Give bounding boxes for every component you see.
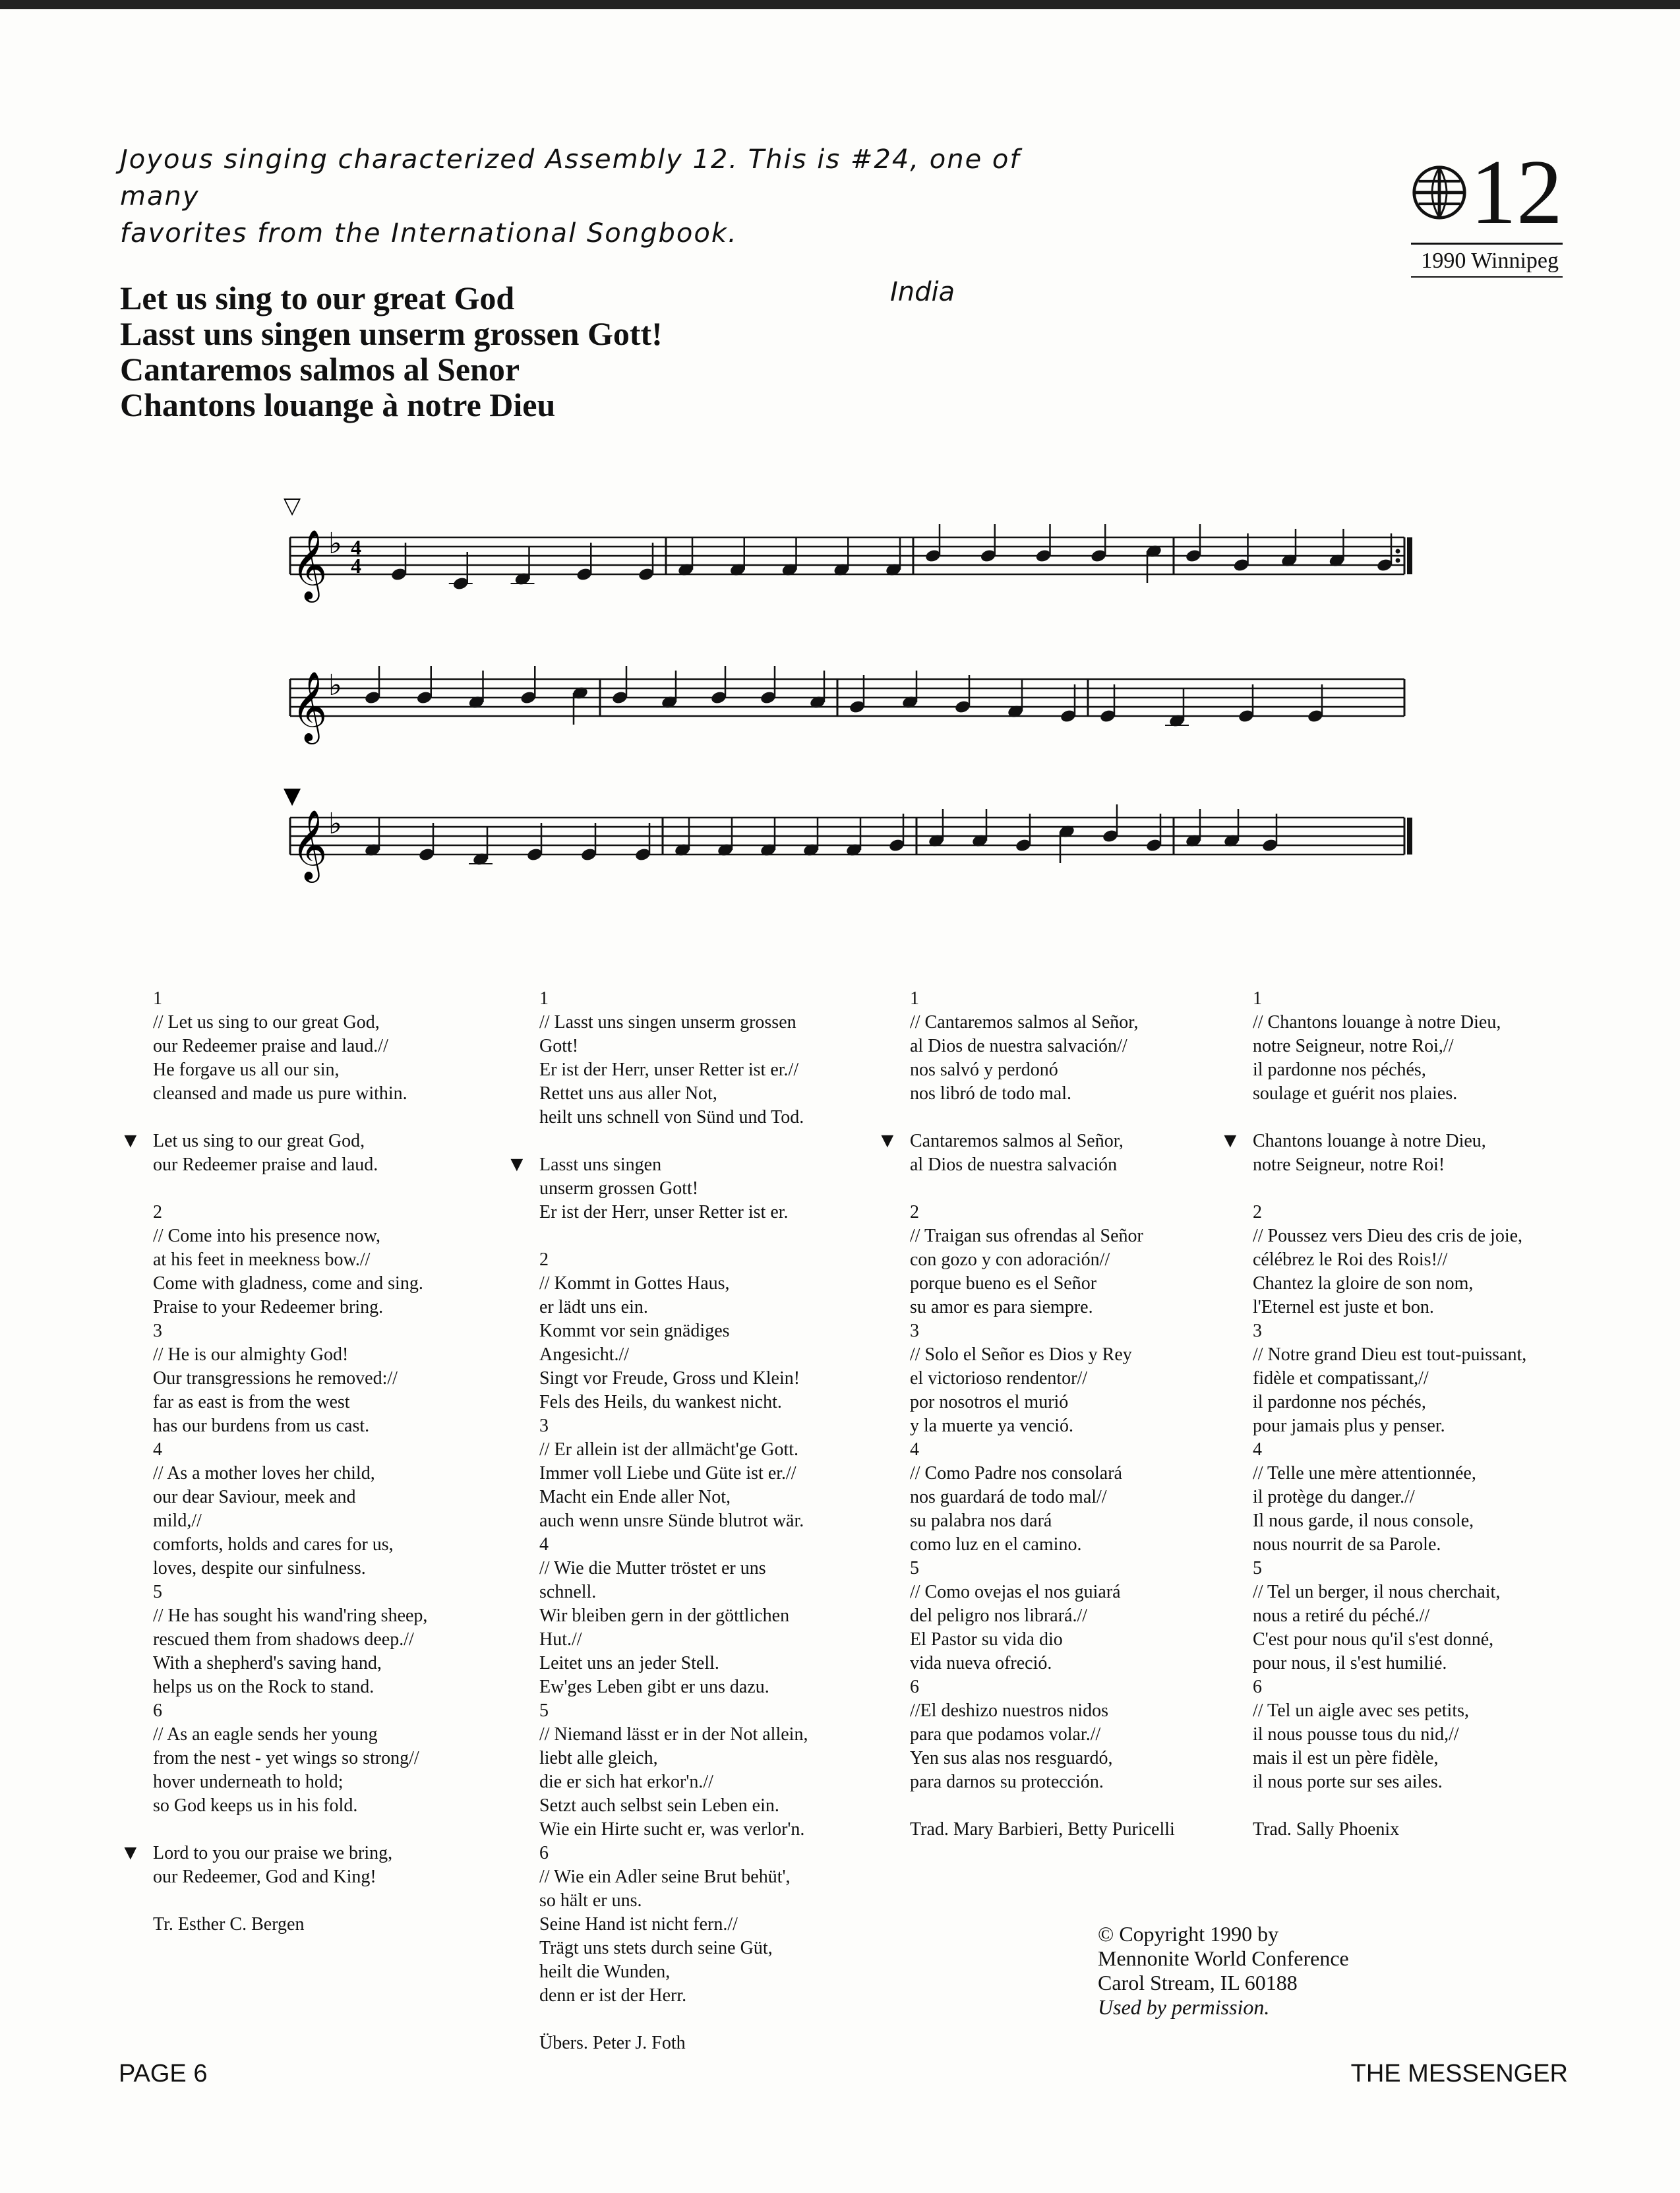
refrain-marker-icon: ▼ [120, 1840, 141, 1864]
verse-line: 1 [539, 988, 549, 1009]
verses-spanish [877, 987, 1175, 1865]
verse-line: our dear Saviour, meek and [153, 1487, 356, 1507]
refrain-block [120, 1840, 427, 1889]
verse-line: 2 [153, 1202, 162, 1222]
verse-line: il pardonne nos péchés, [1253, 1392, 1426, 1412]
verse-line: 6 [539, 1843, 549, 1863]
verse-block [1253, 987, 1526, 1106]
intro-line-1: Joyous singing characterized Assembly 12. This is #24, one of many [120, 144, 1021, 212]
verse-block [1253, 1818, 1526, 1842]
verse-line: Gott! [539, 1036, 579, 1056]
verse-line: 5 [539, 1700, 549, 1721]
treble-clef-icon: 𝄞 [291, 809, 328, 880]
verse-line: nos guardará de todo mal// [910, 1487, 1107, 1507]
verse-line: 4 [910, 1439, 919, 1460]
verse-line: Kommt vor sein gnädiges [539, 1321, 730, 1341]
verse-line: Our transgressions he removed:// [153, 1368, 398, 1389]
verse-line: 4 [1253, 1439, 1262, 1460]
assembly-number: 12 [1470, 141, 1563, 243]
verse-line: pour jamais plus y penser. [1253, 1416, 1445, 1436]
verse-line: 5 [1253, 1558, 1262, 1578]
verse-line: 2 [910, 1202, 919, 1222]
verse-line: loves, despite our sinfulness. [153, 1558, 366, 1578]
verse-line: die er sich hat erkor'n.// [539, 1772, 713, 1792]
title-german: Lasst uns singen unserm grossen Gott! [120, 315, 663, 352]
verse-line: Praise to your Redeemer bring. [153, 1297, 384, 1317]
song-origin: India [890, 277, 955, 307]
song-titles [120, 280, 663, 423]
verses-german [506, 987, 808, 2079]
verse-line: Er ist der Herr, unser Retter ist er. [539, 1202, 789, 1222]
logo-rule-bottom [1411, 276, 1563, 278]
verse-line: // Notre grand Dieu est tout-puissant, [1253, 1344, 1527, 1365]
verse-line: rescued them from shadows deep.// [153, 1629, 414, 1650]
globe-cross-icon [1411, 163, 1468, 222]
verse-line: so hält er uns. [539, 1890, 642, 1911]
verse-line: 3 [910, 1321, 919, 1341]
verse-line: 2 [539, 1249, 549, 1270]
copyright-line-4: Used by permission. [1098, 1995, 1270, 2019]
verse-line: cleansed and made us pure within. [153, 1083, 407, 1104]
verse-line: far as east is from the west [153, 1392, 350, 1412]
verse-block [153, 987, 427, 1106]
verse-line: Macht ein Ende aller Not, [539, 1487, 731, 1507]
verse-line: er lädt uns ein. [539, 1297, 648, 1317]
verse-line: helps us on the Rock to stand. [153, 1677, 375, 1697]
verse-line: // As an eagle sends her young [153, 1724, 378, 1745]
verse-block [910, 1201, 1175, 1794]
verse-line: Trägt uns stets durch seine Güt, [539, 1938, 773, 1958]
verse-line: Come with gladness, come and sing. [153, 1273, 423, 1294]
verse-line: schnell. [539, 1582, 597, 1602]
verse-line: // Wie ein Adler seine Brut behüt', [539, 1867, 791, 1887]
verse-line: // Let us sing to our great God, [153, 1012, 380, 1033]
verse-line: Lasst uns singen [539, 1155, 662, 1175]
verse-block [539, 987, 808, 1129]
verse-line: nos salvó y perdonó [910, 1060, 1058, 1080]
verse-block [539, 2031, 808, 2055]
verse-line: soulage et guérit nos plaies. [1253, 1083, 1458, 1104]
verse-line: Er ist der Herr, unser Retter ist er.// [539, 1060, 799, 1080]
verses-english [120, 987, 428, 1960]
verse-line: y la muerte ya venció. [910, 1416, 1074, 1436]
refrain-block [120, 1128, 427, 1177]
verses-french [1220, 987, 1527, 1865]
refrain-block [1220, 1128, 1526, 1177]
verse-line: Angesicht.// [539, 1344, 630, 1365]
verse-line: Trad. Mary Barbieri, Betty Puricelli [910, 1819, 1175, 1840]
verse-block [910, 1818, 1175, 1842]
verse-line: denn er ist der Herr. [539, 1985, 687, 2006]
verse-line: // Er allein ist der allmächt'ge Gott. [539, 1439, 799, 1460]
verse-line: por nosotros el murió [910, 1392, 1069, 1412]
verse-line: porque bueno es el Señor [910, 1273, 1097, 1294]
verse-line: // Poussez vers Dieu des cris de joie, [1253, 1226, 1523, 1246]
logo-caption: 1990 Winnipeg [1421, 249, 1559, 273]
verse-line: nous a retiré du péché.// [1253, 1606, 1430, 1626]
verse-line: // Tel un berger, il nous cherchait, [1253, 1582, 1501, 1602]
verse-line: // Como ovejas el nos guiará [910, 1582, 1121, 1602]
refrain-marker-icon: ▼ [1220, 1128, 1241, 1152]
verse-line: // Wie die Mutter tröstet er uns [539, 1558, 766, 1578]
key-flat-icon: ♭ [328, 527, 342, 560]
verse-line: Yen sus alas nos resguardó, [910, 1748, 1113, 1768]
verse-line: nos libró de todo mal. [910, 1083, 1071, 1104]
verse-line: Ew'ges Leben gibt er uns dazu. [539, 1677, 769, 1697]
verse-line: liebt alle gleich, [539, 1748, 658, 1768]
refrain-block [877, 1128, 1175, 1177]
verse-line: hover underneath to hold; [153, 1772, 344, 1792]
refrain-marker-icon: ▼ [284, 783, 301, 809]
verse-line: Setzt auch selbst sein Leben ein. [539, 1795, 779, 1816]
verse-line: // Come into his presence now, [153, 1226, 381, 1246]
verse-line: 6 [910, 1677, 919, 1697]
verse-line: como luz en el camino. [910, 1534, 1082, 1555]
verse-block [1253, 1201, 1526, 1794]
verse-line: // Kommt in Gottes Haus, [539, 1273, 730, 1294]
sheet-music [0, 488, 1680, 916]
intro-line-2: favorites from the International Songbook. [120, 218, 738, 249]
verse-line: El Pastor su vida dio [910, 1629, 1063, 1650]
verse-block [539, 1248, 808, 2008]
key-flat-icon: ♭ [328, 807, 342, 841]
verse-line: pour nous, il s'est humilié. [1253, 1653, 1447, 1673]
verse-line: notre Seigneur, notre Roi! [1253, 1155, 1445, 1175]
verse-line: our Redeemer praise and laud. [153, 1155, 378, 1175]
verse-line: Fels des Heils, du wankest nicht. [539, 1392, 782, 1412]
verse-line: // Traigan sus ofrendas al Señor [910, 1226, 1143, 1246]
verse-line: // He has sought his wand'ring sheep, [153, 1606, 428, 1626]
verse-line: Trad. Sally Phoenix [1253, 1819, 1400, 1840]
verse-line: 1 [1253, 988, 1262, 1009]
verse-line: // Cantaremos salmos al Señor, [910, 1012, 1139, 1033]
verse-line: Immer voll Liebe und Güte ist er.// [539, 1463, 796, 1484]
verse-line: 4 [153, 1439, 162, 1460]
verse-line: para darnos su protección. [910, 1772, 1104, 1792]
verse-line: heilt uns schnell von Sünd und Tod. [539, 1107, 804, 1127]
verse-block [153, 1913, 427, 1937]
verse-line: Singt vor Freude, Gross und Klein! [539, 1368, 800, 1389]
refrain-marker-icon: ▽ [284, 493, 301, 519]
treble-clef-icon: 𝄞 [291, 529, 328, 599]
verse-line: 5 [910, 1558, 919, 1578]
verse-line: Wir bleiben gern in der göttlichen [539, 1606, 790, 1626]
verse-line: su palabra nos dará [910, 1511, 1052, 1531]
verse-line: unserm grossen Gott! [539, 1178, 699, 1199]
title-spanish: Cantaremos salmos al Senor [120, 351, 520, 388]
verse-line: // Lasst uns singen unserm grossen [539, 1012, 796, 1033]
repeat-dot [1396, 549, 1400, 554]
verse-line: Chantons louange à notre Dieu, [1253, 1131, 1486, 1151]
verse-line: // As a mother loves her child, [153, 1463, 375, 1484]
final-barline [1407, 818, 1412, 855]
verse-line: Lord to you our praise we bring, [153, 1843, 393, 1863]
verse-line: il nous pousse tous du nid,// [1253, 1724, 1459, 1745]
verse-line: Seine Hand ist nicht fern.// [539, 1914, 738, 1935]
verse-line: Übers. Peter J. Foth [539, 2033, 686, 2053]
verse-block [153, 1201, 427, 1818]
verse-line: mais il est un père fidèle, [1253, 1748, 1439, 1768]
key-flat-icon: ♭ [328, 669, 342, 702]
verse-line: su amor es para siempre. [910, 1297, 1093, 1317]
verse-line: con gozo y con adoración// [910, 1249, 1110, 1270]
refrain-marker-icon: ▼ [506, 1152, 527, 1176]
verse-line: 3 [153, 1321, 162, 1341]
verse-line: para que podamos volar.// [910, 1724, 1101, 1745]
copyright-notice [1098, 1922, 1349, 2020]
verse-line: has our burdens from us cast. [153, 1416, 370, 1436]
verse-line: Cantaremos salmos al Señor, [910, 1131, 1124, 1151]
title-french: Chantons louange à notre Dieu [120, 386, 556, 423]
verse-line: il nous porte sur ses ailes. [1253, 1772, 1443, 1792]
verse-line: from the nest - yet wings so strong// [153, 1748, 419, 1768]
title-english: Let us sing to our great God [120, 280, 515, 316]
verse-line: 1 [153, 988, 162, 1009]
verse-line: 1 [910, 988, 919, 1009]
verse-line: Leitet uns an jeder Stell. [539, 1653, 719, 1673]
verse-line: C'est pour nous qu'il s'est donné, [1253, 1629, 1494, 1650]
verse-line: célébrez le Roi des Rois!// [1253, 1249, 1448, 1270]
verse-line: nous nourrit de sa Parole. [1253, 1534, 1441, 1555]
verse-line: our Redeemer praise and laud.// [153, 1036, 388, 1056]
verse-line: // Chantons louange à notre Dieu, [1253, 1012, 1501, 1033]
verse-line: so God keeps us in his fold. [153, 1795, 358, 1816]
verse-line: il protège du danger.// [1253, 1487, 1415, 1507]
intro-paragraph [120, 141, 1109, 252]
verse-line: at his feet in meekness bow.// [153, 1249, 371, 1270]
verse-line: el victorioso rendentor// [910, 1368, 1088, 1389]
verse-line: al Dios de nuestra salvación// [910, 1036, 1127, 1056]
verse-line: al Dios de nuestra salvación [910, 1155, 1118, 1175]
verse-block [910, 987, 1175, 1106]
verse-line: 6 [153, 1700, 162, 1721]
verse-line: // Telle une mère attentionnée, [1253, 1463, 1476, 1484]
treble-clef-icon: 𝄞 [291, 671, 328, 741]
verse-line: mild,// [153, 1511, 202, 1531]
refrain-marker-icon: ▼ [120, 1128, 141, 1152]
repeat-dot [1396, 558, 1400, 563]
verse-line: //El deshizo nuestros nidos [910, 1700, 1108, 1721]
verse-line: 5 [153, 1582, 162, 1602]
verse-line: notre Seigneur, notre Roi,// [1253, 1036, 1454, 1056]
verse-line: He forgave us all our sin, [153, 1060, 340, 1080]
verse-line: 2 [1253, 1202, 1262, 1222]
page-top-border [0, 0, 1680, 9]
verse-line: vida nueva ofreció. [910, 1653, 1052, 1673]
verse-line: del peligro nos librará.// [910, 1606, 1088, 1626]
verse-line: Wie ein Hirte sucht er, was verlor'n. [539, 1819, 805, 1840]
verse-line: // Solo el Señor es Dios y Rey [910, 1344, 1132, 1365]
verse-line: Tr. Esther C. Bergen [153, 1914, 305, 1935]
verse-line: Rettet uns aus aller Not, [539, 1083, 717, 1104]
time-signature-top: 4 [351, 535, 361, 559]
copyright-line-3: Carol Stream, IL 60188 [1098, 1971, 1298, 1995]
assembly-logo [1411, 141, 1563, 278]
verse-line: Chantez la gloire de son nom, [1253, 1273, 1474, 1294]
verse-line: comforts, holds and cares for us, [153, 1534, 394, 1555]
time-signature-bottom: 4 [351, 554, 361, 578]
publication-name: THE MESSENGER [1350, 2060, 1568, 2088]
refrain-marker-icon: ▼ [877, 1128, 898, 1152]
verse-line: auch wenn unsre Sünde blutrot wär. [539, 1511, 804, 1531]
verse-line: With a shepherd's saving hand, [153, 1653, 382, 1673]
copyright-line-2: Mennonite World Conference [1098, 1946, 1349, 1970]
verse-line: // Tel un aigle avec ses petits, [1253, 1700, 1469, 1721]
verse-line: fidèle et compatissant,// [1253, 1368, 1429, 1389]
verse-line: 4 [539, 1534, 549, 1555]
verse-line: heilt die Wunden, [539, 1962, 671, 1982]
page-number: PAGE 6 [119, 2060, 208, 2088]
verse-line: Let us sing to our great God, [153, 1131, 365, 1151]
verse-line: il pardonne nos péchés, [1253, 1060, 1426, 1080]
refrain-block [506, 1152, 808, 1224]
copyright-line-1: © Copyright 1990 by [1098, 1922, 1279, 1946]
verse-line: // Niemand lässt er in der Not allein, [539, 1724, 808, 1745]
verse-line: 3 [1253, 1321, 1262, 1341]
verse-line: Hut.// [539, 1629, 582, 1650]
verse-line: l'Eternel est juste et bon. [1253, 1297, 1434, 1317]
verse-line: our Redeemer, God and King! [153, 1867, 376, 1887]
verse-line: 3 [539, 1416, 549, 1436]
verse-line: // He is our almighty God! [153, 1344, 349, 1365]
final-barline [1407, 537, 1412, 574]
verse-line: // Como Padre nos consolará [910, 1463, 1122, 1484]
verse-line: 6 [1253, 1677, 1262, 1697]
verse-line: Il nous garde, il nous console, [1253, 1511, 1474, 1531]
